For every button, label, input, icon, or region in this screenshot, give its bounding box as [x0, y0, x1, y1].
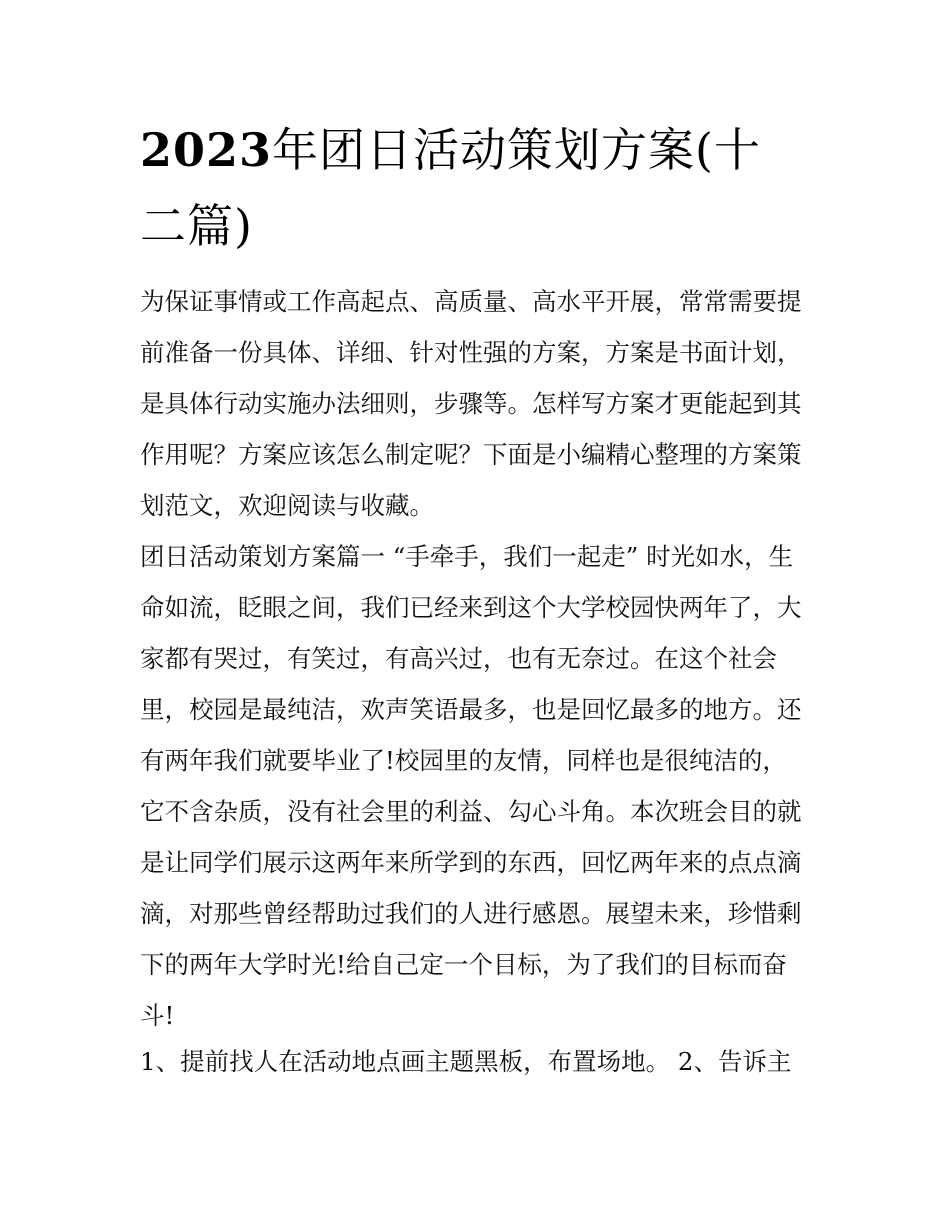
section-line: 命如流，眨眼之间，我们已经来到这个大学校园快两年了，大	[140, 593, 802, 622]
step-line: 1、提前找人在活动地点画主题黑板，布置场地。 2、告诉主	[140, 1047, 792, 1076]
steps-paragraph	[140, 1036, 820, 1087]
section-line: 斗!	[140, 1001, 175, 1030]
intro-line: 前准备一份具体、详细、针对性强的方案，方案是书面计划，	[140, 338, 802, 367]
title-year: 2023	[140, 123, 273, 177]
title-line-1-text: 年团日活动策划方案(十	[272, 123, 761, 177]
intro-line: 是具体行动实施办法细则，步骤等。怎样写方案才更能起到其	[140, 389, 802, 418]
intro-line: 作用呢？方案应该怎么制定呢？下面是小编精心整理的方案策	[140, 440, 802, 469]
intro-paragraph	[140, 276, 820, 531]
section-line: 家都有哭过，有笑过，有高兴过，也有无奈过。在这个社会	[140, 644, 777, 673]
intro-line: 划范文，欢迎阅读与收藏。	[140, 491, 434, 520]
section-line: 是让同学们展示这两年来所学到的东西，回忆两年来的点点滴	[140, 848, 802, 877]
section-line: 它不含杂质，没有社会里的利益、勾心斗角。本次班会目的就	[140, 797, 802, 826]
section-line: 有两年我们就要毕业了!校园里的友情，同样也是很纯洁的，	[140, 746, 787, 775]
document-title	[140, 112, 820, 264]
section-line: 团日活动策划方案篇一 “手牵手，我们一起走” 时光如水，生	[140, 542, 794, 571]
section-1-paragraph	[140, 531, 820, 1041]
section-line: 下的两年大学时光!给自己定一个目标，为了我们的目标而奋	[140, 950, 787, 979]
section-line: 滴，对那些曾经帮助过我们的人进行感恩。展望未来，珍惜剩	[140, 899, 802, 928]
title-line-2: 二篇)	[140, 199, 253, 253]
intro-line: 为保证事情或工作高起点、高质量、高水平开展，常常需要提	[140, 287, 802, 316]
title-line-1	[140, 112, 820, 188]
section-line: 里，校园是最纯洁，欢声笑语最多，也是回忆最多的地方。还	[140, 695, 802, 724]
